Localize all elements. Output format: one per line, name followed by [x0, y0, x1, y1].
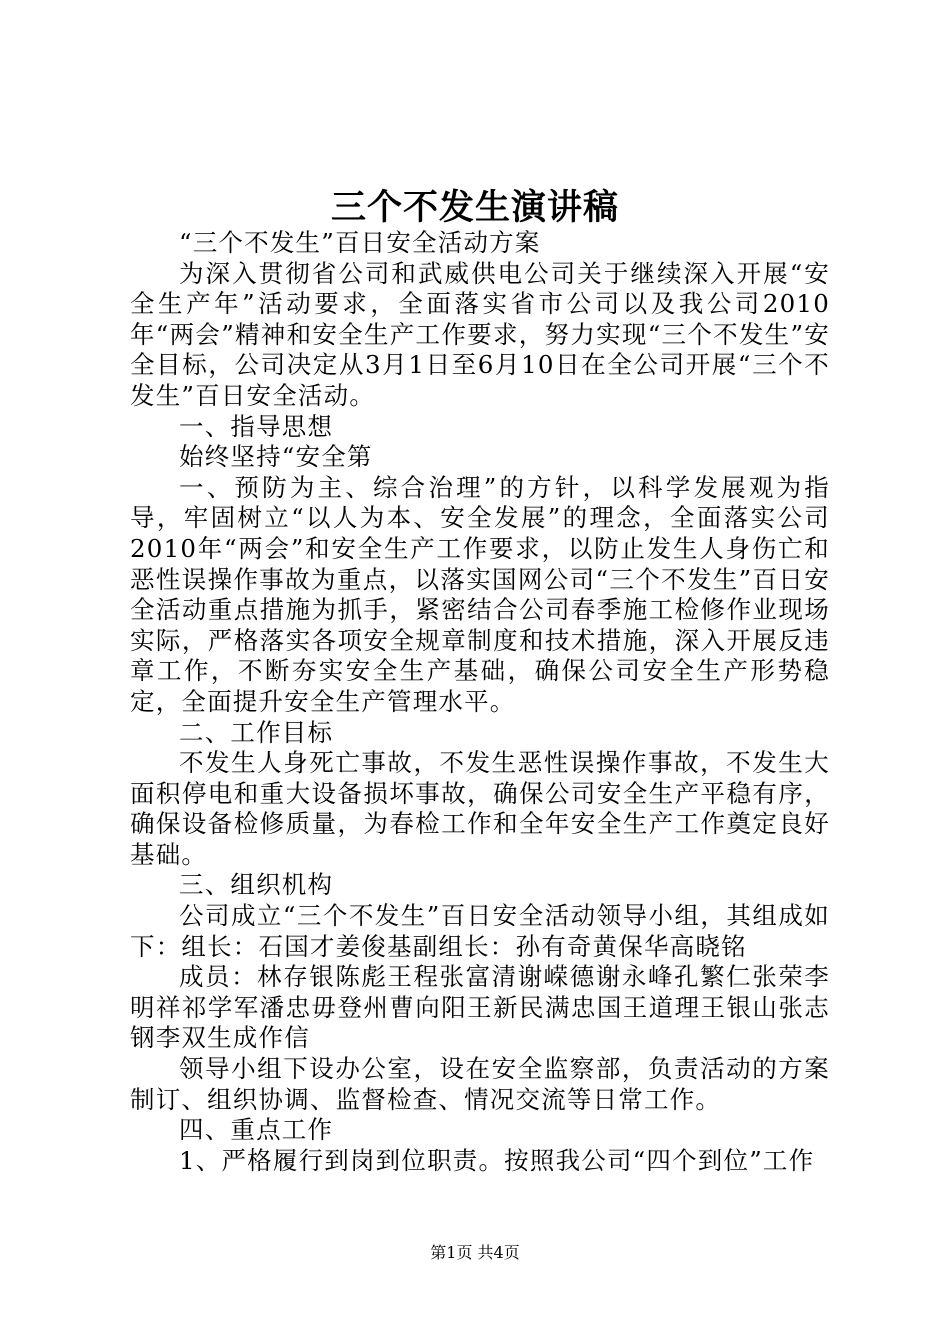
heading-work-goals: 二、工作目标 [179, 717, 334, 747]
heading-key-work: 四、重点工作 [179, 1115, 334, 1145]
paragraph-leadership-group: 公司成立“三个不发生”百日安全活动领导小组，其组成如下：组长：石国才姜俊基副组长：孙有奇黄保华高晓铭 [130, 901, 830, 961]
paragraph-guiding-principle: 一、预防为主、综合治理”的方针，以科学发展观为指导，牢固树立“以人为本、安全发展”的理念，全面落实公司2010年“两会”和安全生产工作要求，以防止发生人身伤亡和恶性误操作事故为重点，以落实国网公司“三个不发生”百日安全活动重点措施为抓手，紧密结合公司春季施工检修作业现场实际，严格落实各项安全规章制度和技术措施，深入开展反违章工作，不断夯实安全生产基础，确保公司安全生产形势稳定，全面提升安全生产管理水平。 [130, 472, 830, 716]
heading-guiding-ideology: 一、指导思想 [179, 411, 334, 441]
paragraph-adhere: 始终坚持“安全第 [179, 442, 373, 472]
paragraph-key-work-1: 1、严格履行到岗到位职责。按照我公司“四个到位”工作 [179, 1145, 815, 1175]
document-body [130, 228, 830, 1176]
page-footer: 第1页 共4页 [430, 1243, 520, 1262]
paragraph-intro: 为深入贯彻省公司和武威供电公司关于继续深入开展“安全生产年”活动要求，全面落实省市公司以及我公司2010年“两会”精神和安全生产工作要求，努力实现“三个不发生”安全目标，公司决定从3月1日至6月10日在全公司开展“三个不发生”百日安全活动。 [130, 258, 830, 410]
paragraph-plan-title: “三个不发生”百日安全活动方案 [179, 228, 541, 257]
paragraph-office: 领导小组下设办公室，设在安全监察部，负责活动的方案制订、组织协调、监督检查、情况交流等日常工作。 [130, 1054, 830, 1114]
paragraph-work-goals: 不发生人身死亡事故，不发生恶性误操作事故，不发生大面积停电和重大设备损坏事故，确保公司安全生产平稳有序，确保设备检修质量，为春检工作和全年安全生产工作奠定良好基础。 [130, 748, 830, 869]
paragraph-members: 成员：林存银陈彪王程张富清谢嵘德谢永峰孔繁仁张荣李明祥祁学军潘忠毋登州曹向阳王新民满忠国王道理王银山张志钢李双生成作信 [130, 962, 830, 1053]
heading-organization: 三、组织机构 [179, 870, 334, 900]
document-title: 三个不发生演讲稿 [330, 187, 619, 228]
